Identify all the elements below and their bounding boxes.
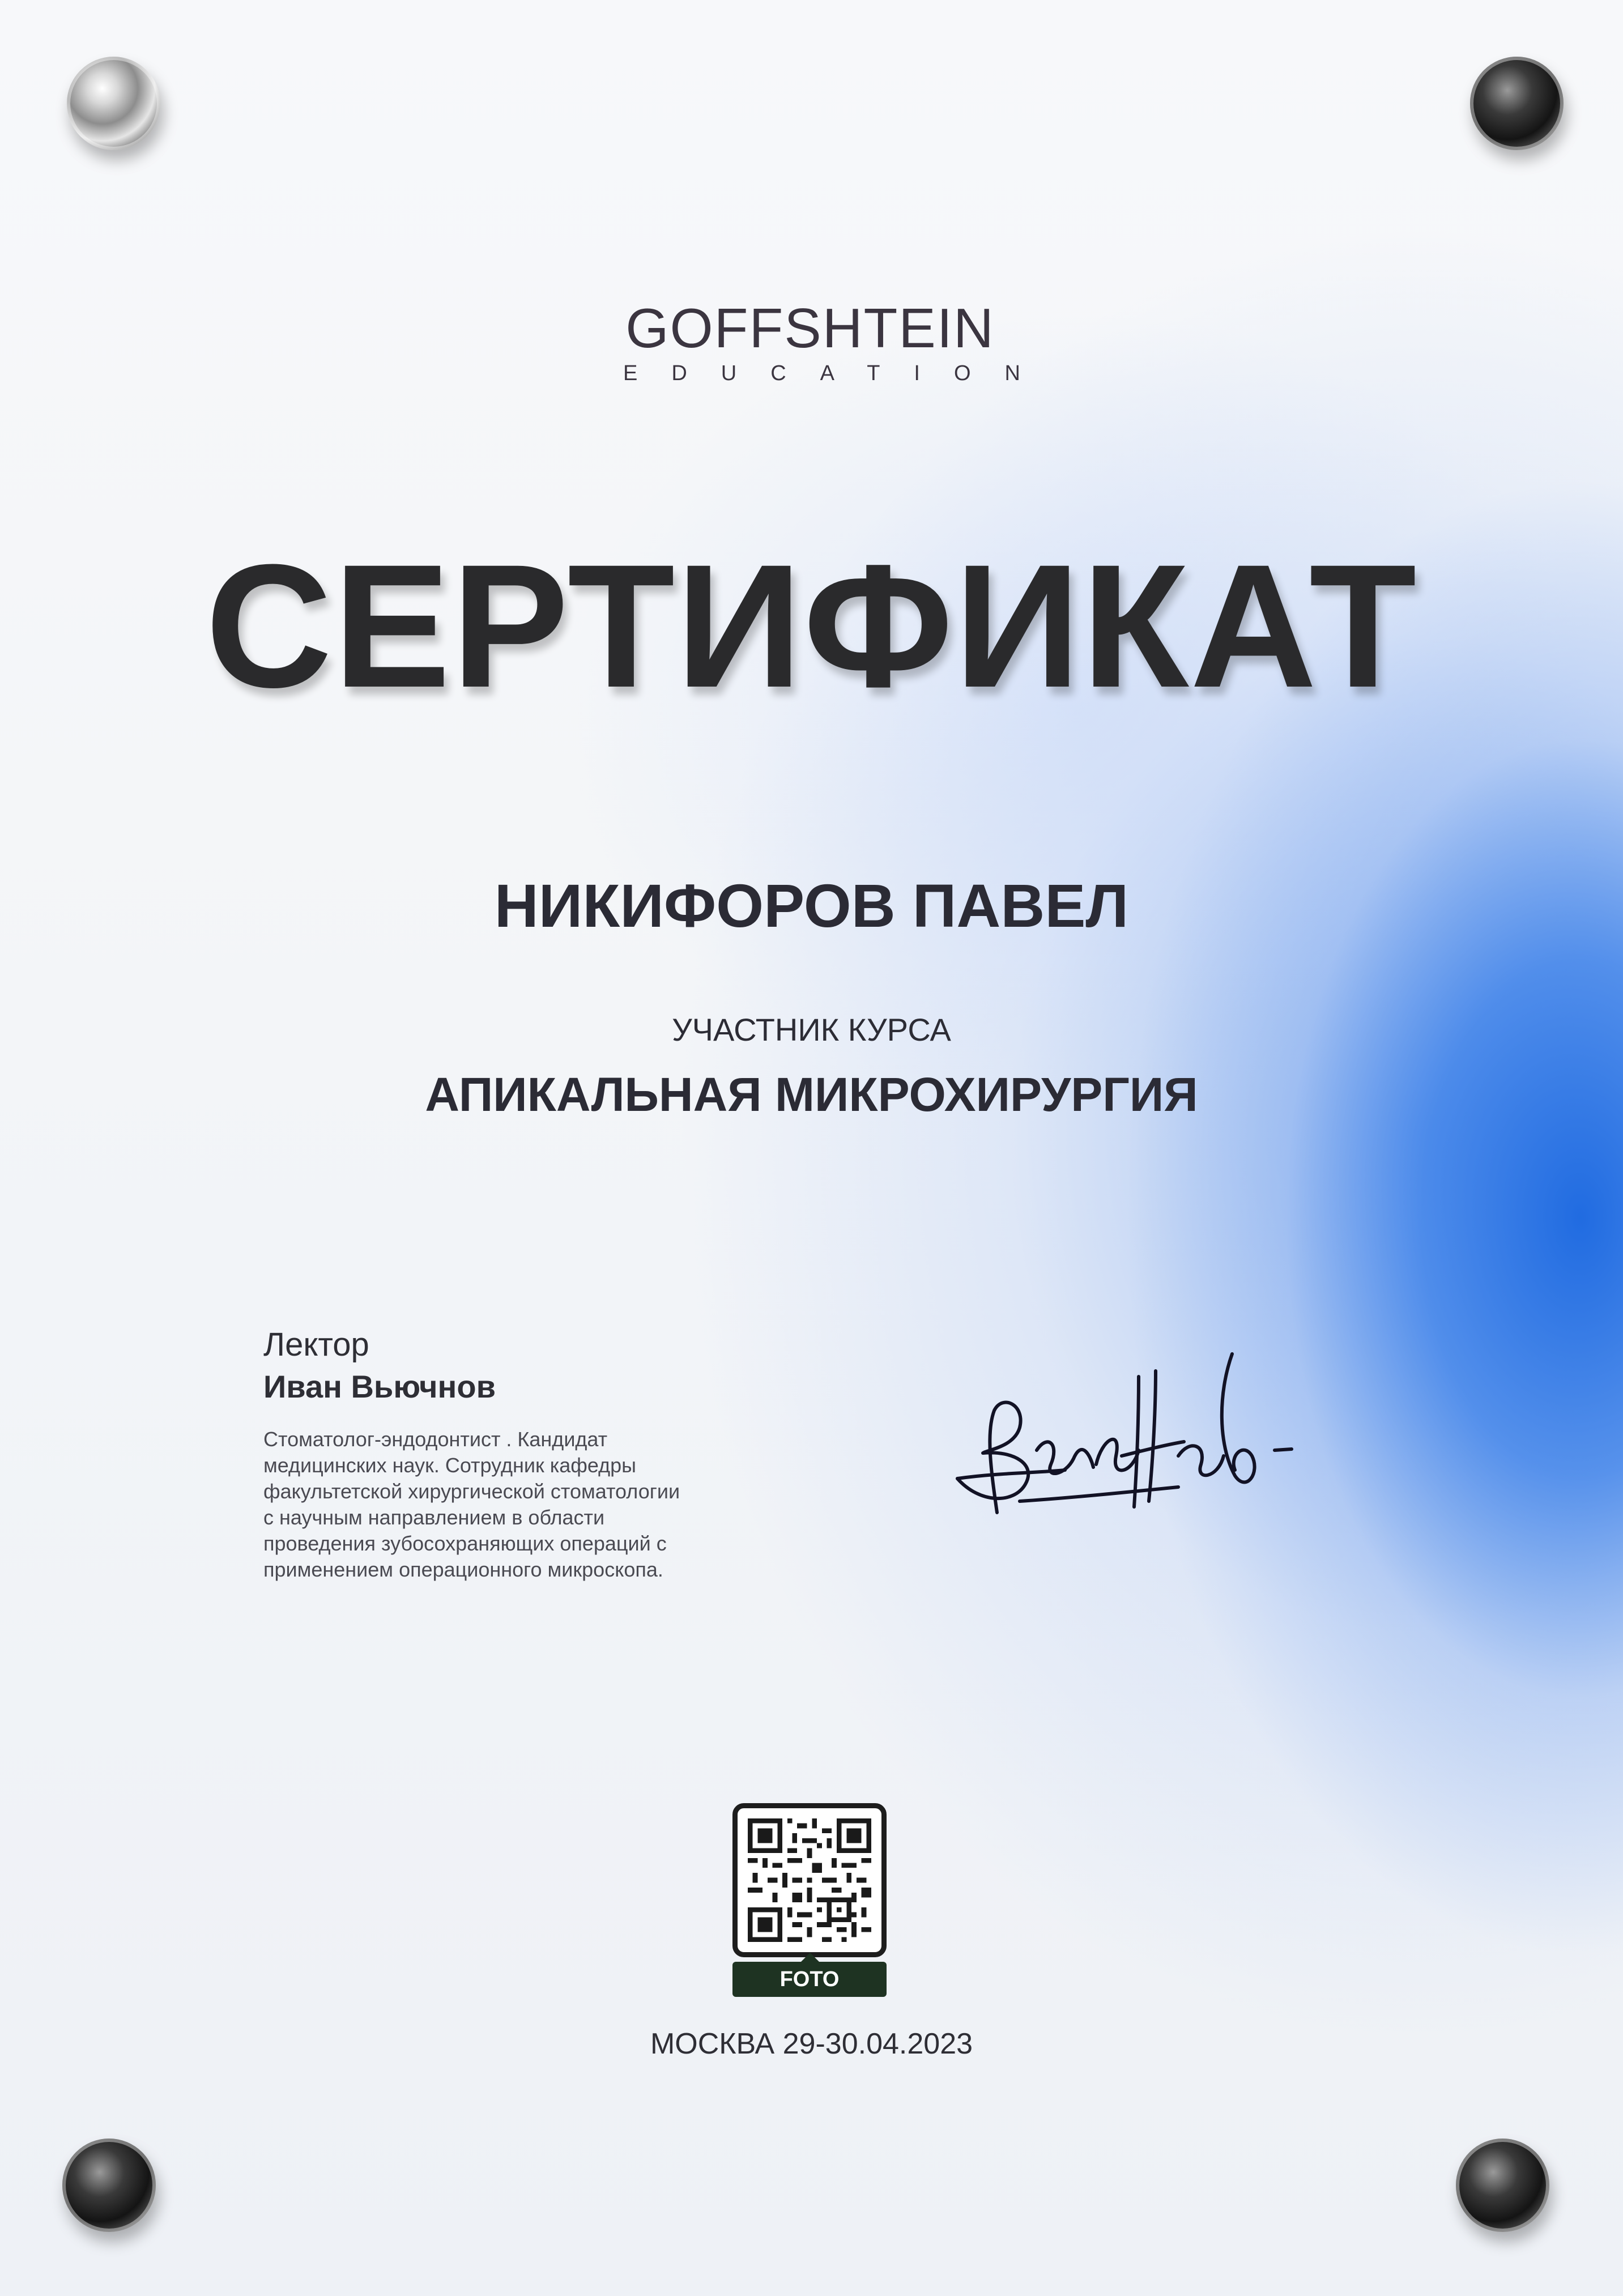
lector-bio	[263, 1426, 773, 1583]
lector-label: Лектор	[263, 1326, 369, 1363]
standoff-top-right	[1470, 57, 1564, 150]
lector-bio-line: проведения зубосохраняющих операций с	[263, 1532, 667, 1555]
qr-code-frame[interactable]	[732, 1803, 887, 1957]
standoff-bottom-left	[62, 2139, 156, 2232]
standoff-bottom-right	[1456, 2139, 1549, 2232]
certificate-title: СЕРТИФИКАТ	[205, 527, 1418, 724]
lector-signature	[952, 1343, 1303, 1547]
brand-subtitle: EDUCATION	[623, 361, 1054, 385]
qr-code-icon	[748, 1818, 871, 1942]
brand-logo	[589, 297, 1054, 385]
standoff-top-left	[67, 57, 160, 150]
lector-name: Иван Вьючнов	[263, 1369, 496, 1404]
course-name: АПИКАЛЬНАЯ МИКРОХИРУРГИЯ	[425, 1068, 1198, 1121]
lector-bio-line: с научным направлением в области	[263, 1506, 605, 1529]
lector-bio-line: факультетской хирургической стоматологии	[263, 1480, 680, 1503]
brand-name: GOFFSHTEIN	[625, 297, 995, 359]
qr-tab-notch	[801, 1953, 819, 1962]
participant-label: УЧАСТНИК КУРСА	[672, 1012, 951, 1047]
place-date: МОСКВА 29-30.04.2023	[650, 2027, 973, 2060]
qr-foto-tab[interactable]: FOTO	[732, 1962, 887, 1997]
recipient-name: НИКИФОРОВ ПАВЕЛ	[494, 871, 1129, 940]
lector-bio-line: применением операционного микроскопа.	[263, 1558, 663, 1581]
lector-bio-line: медицинских наук. Сотрудник кафедры	[263, 1454, 637, 1477]
lector-bio-line: Стоматолог-эндодонтист . Кандидат	[263, 1428, 608, 1451]
